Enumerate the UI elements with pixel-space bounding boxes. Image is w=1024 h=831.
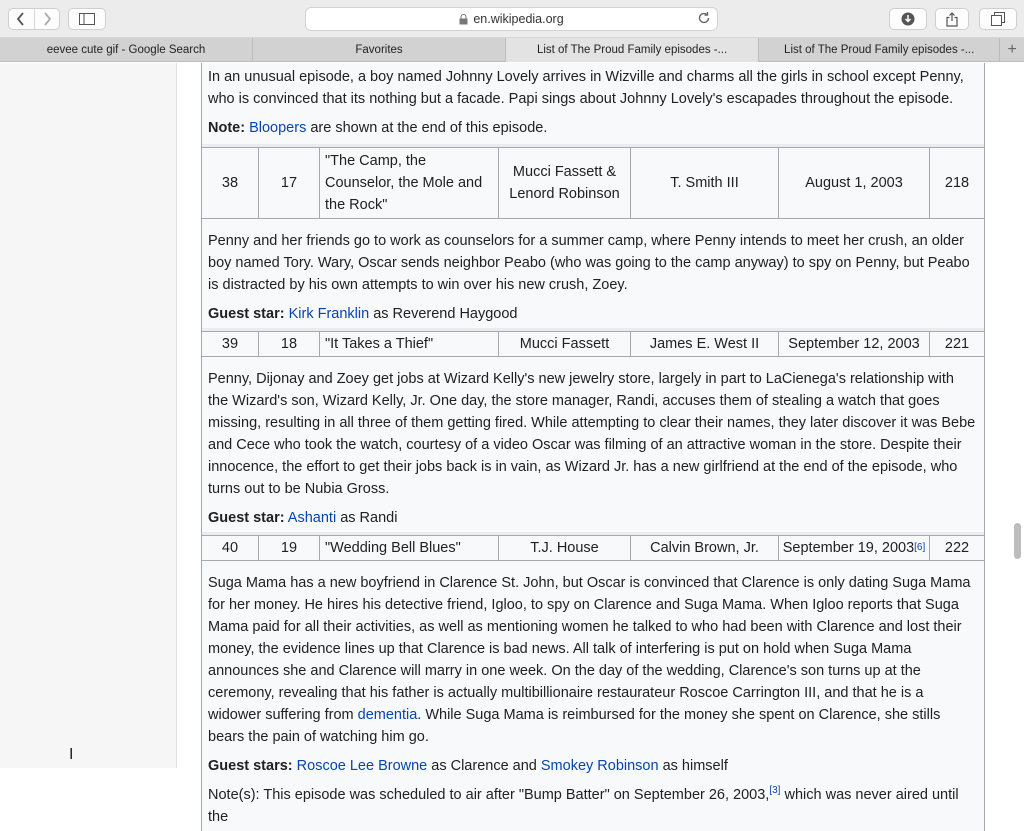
reference-link[interactable]: [3]	[769, 785, 781, 797]
history-nav	[8, 8, 60, 30]
air-date: September 19, 2003 [6]	[779, 536, 930, 560]
air-date: September 12, 2003	[779, 332, 930, 356]
episode-row	[201, 535, 985, 561]
episode-summary	[201, 63, 985, 144]
share-button[interactable]	[935, 8, 969, 30]
download-icon	[901, 12, 915, 26]
smokey-robinson-link[interactable]: Smokey Robinson	[540, 758, 659, 774]
downloads-button[interactable]	[889, 8, 927, 30]
episode-note: Note: Bloopers are shown at the end of this episode.	[208, 120, 548, 136]
tab-proud-family-active[interactable]: List of The Proud Family episodes -...	[506, 38, 759, 62]
bloopers-link[interactable]: Bloopers	[249, 120, 307, 136]
reload-icon[interactable]	[697, 11, 711, 25]
guest-stars: Guest stars: Roscoe Lee Browne as Clarence and Smokey Robinson as himself	[208, 758, 728, 774]
kirk-franklin-link[interactable]: Kirk Franklin	[288, 306, 370, 322]
web-page	[0, 63, 1024, 825]
prod-code: 222	[944, 540, 970, 556]
season-number: 19	[259, 536, 320, 560]
air-date: August 1, 2003	[779, 148, 930, 218]
url-text: en.wikipedia.org	[473, 12, 564, 26]
overall-number: 39	[202, 332, 259, 356]
director: Mucci Fassett	[499, 332, 631, 356]
chevron-right-icon	[42, 12, 52, 26]
director: Mucci Fassett & Lenord Robinson	[499, 148, 631, 218]
episode-summary	[201, 561, 985, 831]
sidebar-button[interactable]	[68, 8, 106, 30]
lock-icon	[459, 14, 468, 25]
tab-bar	[0, 38, 1024, 62]
episode-summary	[201, 357, 985, 532]
tab-favorites[interactable]: Favorites	[253, 38, 506, 62]
address-bar[interactable]	[305, 7, 718, 31]
prod-code: 221	[944, 336, 970, 352]
summary-text: Suga Mama has a new boyfriend in Clarence St. John, but Oscar is convinced that Clarence is only dating Suga Mama for her money. He hires his detective friend, Igloo, to spy on Clarence and Suga Mama. When Igloo reports that Suga Mama paid for all their activities, as well as mentioning women he talked to who had been with Clarence and lost their money, the evidence lines up that Clarence is bad news. All talk of interfering is put on hold when Suga Mama announces she and Clarence will marry in one week. On the day of the wedding, Clarence's son turns up at the ceremony, revealing that his father is actually multibillionaire restaurateur Roscoe Carrington III, and that he is a widower suffering from dementia. While Suga Mama is reimbursed for the money she spent on Clarence, she stills bears the pain of watching him go.	[208, 575, 971, 745]
writer: Calvin Brown, Jr.	[631, 536, 779, 560]
episode-note: Note(s): This episode was scheduled to air after "Bump Batter" on September 26, 2003,[3] which was never aired until the	[208, 785, 959, 825]
episode-row	[201, 331, 985, 357]
page-scrollbar[interactable]	[1014, 523, 1021, 559]
episode-title: "The Camp, the Counselor, the Mole and the Rock"	[320, 148, 499, 218]
overall-number: 40	[202, 536, 259, 560]
episode-table	[201, 63, 985, 831]
sidebar-icon	[79, 13, 95, 25]
tabs-icon	[991, 12, 1005, 26]
summary-text: In an unusual episode, a boy named Johnny Lovely arrives in Wizville and charms all the girls in school except Penny, who is convinced that its nothing but a facade. Papi sings about Johnny Lovely's escapades throughout the episode.	[208, 69, 964, 107]
tab-overview-button[interactable]	[979, 8, 1017, 30]
overall-number: 38	[202, 148, 259, 218]
season-number: 18	[259, 332, 320, 356]
browser-toolbar	[0, 0, 1024, 38]
episode-row	[201, 147, 985, 219]
back-button[interactable]	[9, 9, 34, 29]
director: T.J. House	[499, 536, 631, 560]
forward-button[interactable]	[34, 9, 60, 29]
season-number: 17	[259, 148, 320, 218]
episode-summary	[201, 219, 985, 328]
summary-text: Penny and her friends go to work as counselors for a summer camp, where Penny intends to meet her crush, an older boy named Tory. Wary, Oscar sends neighbor Peabo (who was going to the camp anyway) to spy on Penny, but Peabo is distracted by his own attempts to win over his new crush, Zoey.	[208, 233, 970, 293]
writer: James E. West II	[631, 332, 779, 356]
summary-text: Penny, Dijonay and Zoey get jobs at Wizard Kelly's new jewelry store, largely in part to LaCienega's relationship with the Wizard's son, Wizard Kelly, Jr. One day, the store manager, Randi, accuses them of stealing a watch that goes missing, resulting in all three of them getting fired. While attempting to clear their names, they later discover it was Bebe and Cece who took the watch, courtesy of a video Oscar was filming of an attractive woman in the store. Despite their innocence, the effort to get their jobs back is in vain, as Wizard Jr. has a new girlfriend at the end of the episode, who turns out to be Nubia Gross.	[208, 371, 976, 497]
tab-proud-family[interactable]: List of The Proud Family episodes -...	[759, 38, 1000, 62]
episode-title: "It Takes a Thief"	[320, 332, 499, 356]
plus-icon: +	[1007, 40, 1017, 58]
tab-google-search[interactable]: eevee cute gif - Google Search	[0, 38, 253, 62]
guest-star: Guest star: Ashanti as Randi	[208, 510, 398, 526]
guest-star: Guest star: Kirk Franklin as Reverend Haygood	[208, 306, 518, 322]
dementia-link[interactable]: dementia	[357, 707, 418, 723]
new-tab-button[interactable]	[1000, 38, 1024, 61]
chevron-left-icon	[16, 12, 26, 26]
ashanti-link[interactable]: Ashanti	[287, 510, 337, 526]
share-icon	[946, 12, 958, 27]
roscoe-lee-browne-link[interactable]: Roscoe Lee Browne	[296, 758, 428, 774]
prod-code: 218	[944, 175, 970, 191]
episode-title: "Wedding Bell Blues"	[320, 536, 499, 560]
writer: T. Smith III	[631, 148, 779, 218]
left-panel	[0, 63, 177, 768]
text-cursor-icon: I	[69, 746, 74, 763]
